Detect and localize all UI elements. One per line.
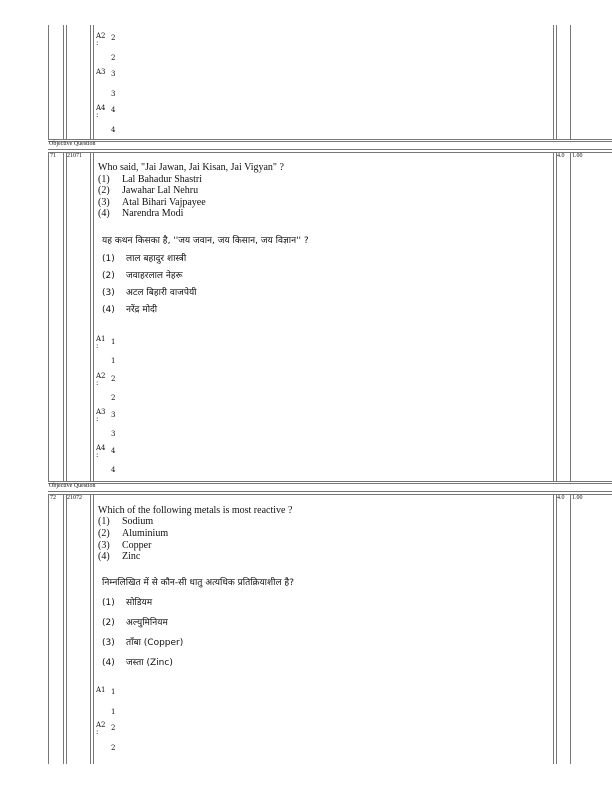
option-en: (2) Aluminium <box>98 528 169 539</box>
answer-value: 2 <box>111 724 116 732</box>
option-en: (4) Narendra Modi <box>98 208 184 219</box>
answer-value: 4 <box>111 447 116 455</box>
column-rule <box>48 494 49 764</box>
question-marks: 4.0 <box>557 495 565 501</box>
column-rule <box>93 494 94 764</box>
column-rule <box>556 494 557 764</box>
answer-below: 3 <box>111 430 116 438</box>
column-rule <box>66 152 67 482</box>
column-rule <box>553 25 554 140</box>
row-rule <box>48 491 612 492</box>
question-text-en: Which of the following metals is most reactive ? <box>98 505 293 516</box>
column-rule <box>90 494 91 764</box>
answer-value: 3 <box>111 411 116 419</box>
column-rule <box>570 25 571 140</box>
answer-label: A4 <box>96 444 106 452</box>
answer-below: 2 <box>111 394 116 402</box>
option-hi: (3) अटल बिहारी वाजपेयी <box>102 288 197 298</box>
answer-label: A1 <box>96 686 106 694</box>
question-id: 21071 <box>67 153 82 159</box>
column-rule <box>556 152 557 482</box>
option-en: (3) Atal Bihari Vajpayee <box>98 197 206 208</box>
answer-colon: : <box>96 451 99 459</box>
answer-colon: : <box>96 342 99 350</box>
answer-value: 1 <box>111 338 116 346</box>
answer-below: 2 <box>111 54 116 62</box>
option-en: (1) Lal Bahadur Shastri <box>98 174 202 185</box>
column-rule <box>48 152 49 482</box>
answer-value: 4 <box>111 106 116 114</box>
column-rule <box>553 152 554 482</box>
column-rule <box>48 25 49 140</box>
column-rule <box>63 25 64 140</box>
column-rule <box>90 25 91 140</box>
question-text-en: Who said, "Jai Jawan, Jai Kisan, Jai Vigyan" ? <box>98 162 284 173</box>
row-rule <box>48 483 612 484</box>
row-rule <box>48 139 612 140</box>
column-rule <box>63 152 64 482</box>
answer-below: 4 <box>111 466 116 474</box>
row-rule <box>48 481 612 482</box>
column-rule <box>570 152 571 482</box>
column-rule <box>63 494 64 764</box>
answer-below: 3 <box>111 90 116 98</box>
option-en: (1) Sodium <box>98 516 154 527</box>
column-rule <box>556 25 557 140</box>
option-hi: (2) अल्युमिनियम <box>102 618 168 628</box>
option-hi: (4) जस्ता (Zinc) <box>102 658 173 668</box>
question-text-hi: यह कथन किसका है, ''जय जवान, जय किसान, जय विज्ञान'' ? <box>102 236 309 246</box>
column-rule <box>93 25 94 140</box>
question-type-header: Objective Question <box>49 483 96 489</box>
option-hi: (1) लाल बहादुर शास्त्री <box>102 254 187 264</box>
option-en: (2) Jawahar Lal Nehru <box>98 185 199 196</box>
question-id: 21072 <box>67 495 82 501</box>
answer-label: A2 <box>96 721 106 729</box>
row-rule <box>48 152 612 153</box>
option-hi: (3) ताँबा (Copper) <box>102 638 184 648</box>
question-text-hi: निम्नलिखित में से कौन-सी धातु अत्यधिक प्रतिक्रियाशील है? <box>102 578 294 588</box>
column-rule <box>66 494 67 764</box>
answer-label: A3 <box>96 408 106 416</box>
answer-below: 1 <box>111 357 116 365</box>
answer-label: A1 <box>96 335 106 343</box>
option-en: (3) Copper <box>98 540 152 551</box>
column-rule <box>553 494 554 764</box>
column-rule <box>66 25 67 140</box>
answer-below: 4 <box>111 126 116 134</box>
question-number: 71 <box>50 153 56 159</box>
answer-below: 2 <box>111 744 116 752</box>
question-number: 72 <box>50 495 56 501</box>
column-rule <box>90 152 91 482</box>
question-type-header: Objective Question <box>49 141 96 147</box>
answer-colon: : <box>96 379 99 387</box>
answer-label: A3 <box>96 68 106 76</box>
answer-value: 2 <box>111 375 116 383</box>
question-negative-marks: 1.00 <box>572 153 583 159</box>
answer-below: 1 <box>111 708 116 716</box>
answer-colon: : <box>96 415 99 423</box>
option-en: (4) Zinc <box>98 551 141 562</box>
column-rule <box>570 494 571 764</box>
option-hi: (4) नरेंद्र मोदी <box>102 305 158 315</box>
option-hi: (1) सोडियम <box>102 598 153 608</box>
row-rule <box>48 494 612 495</box>
answer-value: 2 <box>111 34 116 42</box>
row-rule <box>48 141 612 142</box>
answer-label: A2 <box>96 32 106 40</box>
answer-label: A2 <box>96 372 106 380</box>
answer-value: 3 <box>111 70 116 78</box>
question-marks: 4.0 <box>557 153 565 159</box>
answer-colon: : <box>96 111 99 119</box>
answer-colon: : <box>96 728 99 736</box>
row-rule <box>48 149 612 150</box>
answer-value: 1 <box>111 688 116 696</box>
option-hi: (2) जवाहरलाल नेहरू <box>102 271 183 281</box>
answer-label: A4 <box>96 104 106 112</box>
column-rule <box>93 152 94 482</box>
question-negative-marks: 1.00 <box>572 495 583 501</box>
answer-colon: : <box>96 39 99 47</box>
